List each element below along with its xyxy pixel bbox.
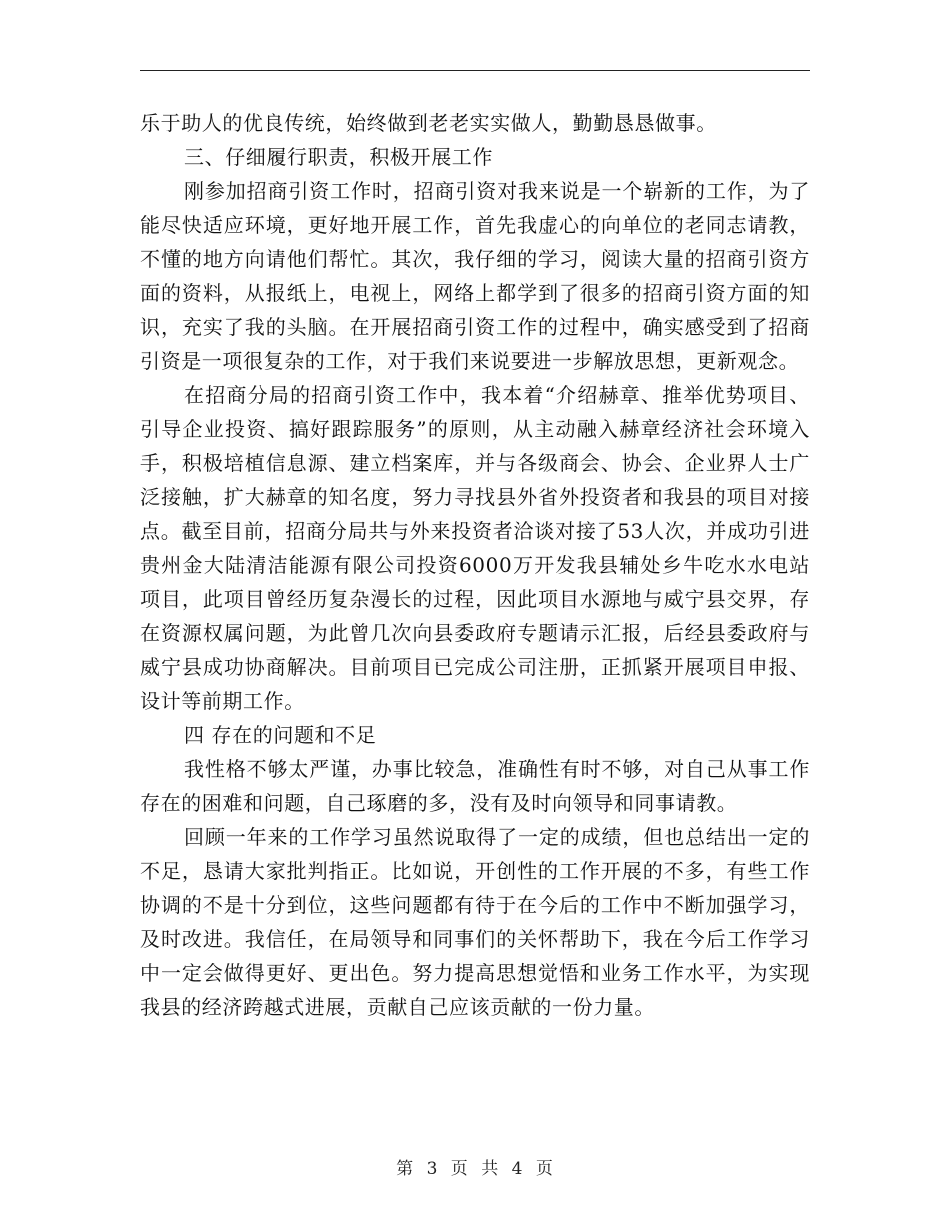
footer-total-pages: 4 [511, 1159, 524, 1179]
document-body [140, 106, 810, 1024]
footer-suffix: 页 [535, 1159, 554, 1179]
paragraph-continuation: 乐于助人的优良传统，始终做到老老实实做人，勤勤恳恳做事。 [140, 111, 717, 135]
footer-page-word: 页 [450, 1159, 469, 1179]
page-footer [0, 1154, 950, 1179]
footer-prefix: 第 [396, 1159, 415, 1179]
header-rule [140, 70, 810, 71]
section-heading-4: 四 存在的问题和不足 [184, 723, 377, 747]
paragraph: 回顾一年来的工作学习虽然说取得了一定的成绩，但也总结出一定的不足，恳请大家批判指正。比如说，开创性的工作开展的不多，有些工作协调的不是十分到位，这些问题都有待于在今后的工作中不断加强学习，及时改进。我信任，在局领导和同事们的关怀帮助下，我在今后工作学习中一定会做得更好、更出色。努力提高思想觉悟和业务工作水平，为实现我县的经济跨越式进展，贡献自己应该贡献的一份力量。 [140, 825, 810, 1019]
paragraph: 我性格不够太严谨，办事比较急，准确性有时不够，对自己从事工作存在的困难和问题，自己琢磨的多，没有及时向领导和同事请教。 [140, 757, 810, 815]
footer-total-word: 共 [481, 1159, 500, 1179]
paragraph: 在招商分局的招商引资工作中，我本着“介绍赫章、推举优势项目、引导企业投资、搞好跟踪服务”的原则，从主动融入赫章经济社会环境入手，积极培植信息源、建立档案库，并与各级商会、协会、企业界人士广泛接触，扩大赫章的知名度，努力寻找县外省外投资者和我县的项目对接点。截至目前，招商分局共与外来投资者洽谈对接了53人次，并成功引进贵州金大陆清洁能源有限公司投资6000万开发我县辅处乡牛吃水水电站项目，此项目曾经历复杂漫长的过程，因此项目水源地与威宁县交界，存在资源权属问题，为此曾几次向县委政府专题请示汇报，后经县委政府与威宁县成功协商解决。目前项目已完成公司注册，正抓紧开展项目申报、设计等前期工作。 [140, 383, 810, 713]
footer-current-page: 3 [426, 1159, 439, 1179]
paragraph: 刚参加招商引资工作时，招商引资对我来说是一个崭新的工作，为了能尽快适应环境，更好地开展工作，首先我虚心的向单位的老同志请教，不懂的地方向请他们帮忙。其次，我仔细的学习，阅读大量的招商引资方面的资料，从报纸上，电视上，网络上都学到了很多的招商引资方面的知识，充实了我的头脑。在开展招商引资工作的过程中，确实感受到了招商引资是一项很复杂的工作，对于我们来说要进一步解放思想，更新观念。 [140, 179, 810, 373]
section-heading-3: 三、仔细履行职责，积极开展工作 [184, 145, 493, 169]
